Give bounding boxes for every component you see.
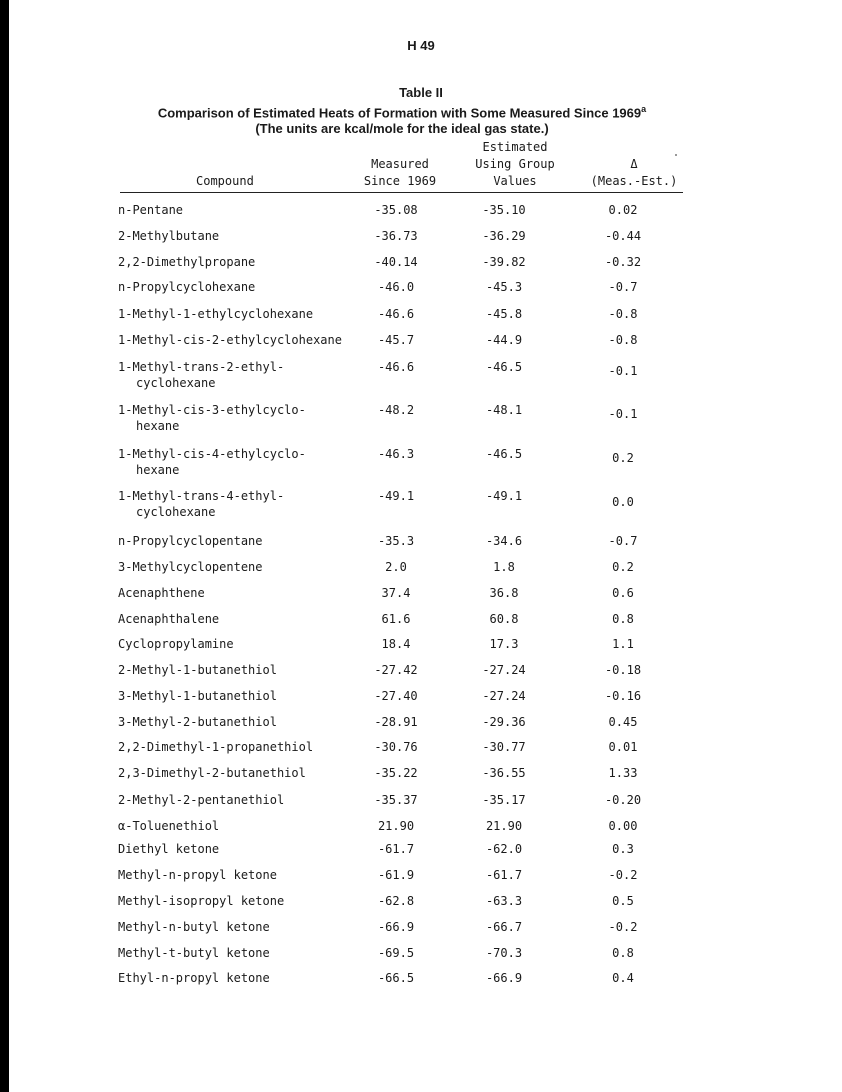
table-row	[0, 307, 842, 327]
measured-value: -27.42	[374, 663, 418, 677]
estimated-value: -29.36	[482, 715, 526, 729]
estimated-value: -35.10	[482, 203, 526, 217]
compound-name: 1-Methyl-1-ethylcyclohexane	[118, 307, 314, 321]
compound-name: 3-Methylcyclopentene	[118, 560, 263, 574]
table-row	[0, 489, 842, 525]
header-estimated-line-2: Using Group	[475, 157, 555, 171]
compound-name: 2,2-Dimethyl-1-propanethiol	[118, 740, 314, 754]
compound-name: 3-Methyl-2-butanethiol	[118, 715, 277, 729]
estimated-value: -44.9	[485, 333, 523, 347]
compound-name: Methyl-n-butyl ketone	[118, 920, 270, 934]
header-delta-label: (Meas.-Est.)	[590, 174, 678, 188]
difference-value: 0.01	[608, 740, 638, 754]
measured-value: -62.8	[377, 894, 415, 908]
compound-name-continuation: hexane	[136, 463, 180, 477]
compound-name: Methyl-isopropyl ketone	[118, 894, 285, 908]
estimated-value: -36.29	[482, 229, 526, 243]
compound-name: 2-Methyl-1-butanethiol	[118, 663, 277, 677]
estimated-value: -45.3	[485, 280, 523, 294]
header-estimated-line-1: Estimated	[482, 140, 548, 154]
difference-value: -0.16	[604, 689, 642, 703]
compound-name: 2-Methyl-2-pentanethiol	[118, 793, 285, 807]
compound-name: Diethyl ketone	[118, 842, 220, 856]
measured-value: 37.4	[381, 586, 411, 600]
difference-value: -0.7	[608, 280, 638, 294]
difference-value: -0.44	[604, 229, 642, 243]
compound-name: n-Propylcyclohexane	[118, 280, 256, 294]
table-row	[0, 793, 842, 813]
measured-value: 21.90	[377, 819, 415, 833]
estimated-value: 21.90	[485, 819, 523, 833]
table-row	[0, 819, 842, 839]
difference-value: 0.3	[612, 842, 634, 856]
difference-value: -0.2	[608, 920, 638, 934]
header-measured-line-1: Measured	[371, 157, 429, 171]
table-row	[0, 586, 842, 606]
estimated-value: -46.5	[485, 447, 523, 461]
table-row	[0, 971, 842, 991]
compound-name-continuation: hexane	[136, 419, 180, 433]
estimated-value: -34.6	[485, 534, 523, 548]
difference-value: 0.0	[612, 495, 634, 509]
difference-value: 1.33	[608, 766, 638, 780]
table-label: Table II	[399, 85, 443, 100]
estimated-value: -27.24	[482, 689, 526, 703]
estimated-value: -66.9	[485, 971, 523, 985]
estimated-value: -70.3	[485, 946, 523, 960]
compound-name: 3-Methyl-1-butanethiol	[118, 689, 277, 703]
estimated-value: 60.8	[489, 612, 519, 626]
table-row	[0, 894, 842, 914]
compound-name: 1-Methyl-trans-4-ethyl-	[118, 489, 285, 503]
estimated-value: -45.8	[485, 307, 523, 321]
table-caption-line-2: (The units are kcal/mole for the ideal gas state.)	[255, 121, 549, 136]
compound-name: 1-Methyl-cis-3-ethylcyclo-	[118, 403, 306, 417]
estimated-value: -66.7	[485, 920, 523, 934]
header-measured-line-2: Since 1969	[363, 174, 437, 188]
measured-value: -40.14	[374, 255, 418, 269]
table-row	[0, 842, 842, 862]
compound-name: Ethyl-n-propyl ketone	[118, 971, 270, 985]
compound-name: Acenaphthene	[118, 586, 205, 600]
difference-value: 0.2	[612, 451, 634, 465]
estimated-value: -30.77	[482, 740, 526, 754]
measured-value: -35.3	[377, 534, 415, 548]
measured-value: -49.1	[377, 489, 415, 503]
measured-value: -35.22	[374, 766, 418, 780]
table-row	[0, 637, 842, 657]
compound-name: 2,2-Dimethylpropane	[118, 255, 256, 269]
compound-name-continuation: cyclohexane	[136, 376, 216, 390]
page-identifier: H 49	[407, 38, 435, 53]
table-row	[0, 447, 842, 483]
compound-name: Methyl-t-butyl ketone	[118, 946, 270, 960]
difference-value: 0.00	[608, 819, 638, 833]
table-row	[0, 403, 842, 439]
compound-name-continuation: cyclohexane	[136, 505, 216, 519]
difference-value: -0.1	[608, 407, 638, 421]
compound-name: Methyl-n-propyl ketone	[118, 868, 277, 882]
header-compound: Compound	[196, 174, 254, 188]
estimated-value: -36.55	[482, 766, 526, 780]
table-caption-line-1	[2, 104, 802, 120]
table-row	[0, 715, 842, 735]
difference-value: -0.20	[604, 793, 642, 807]
table-row	[0, 946, 842, 966]
measured-value: -46.6	[377, 307, 415, 321]
measured-value: -61.7	[377, 842, 415, 856]
estimated-value: 17.3	[489, 637, 519, 651]
difference-value: 0.5	[612, 894, 634, 908]
table-row	[0, 868, 842, 888]
measured-value: -46.3	[377, 447, 415, 461]
measured-value: -48.2	[377, 403, 415, 417]
compound-name: n-Pentane	[118, 203, 184, 217]
table-row	[0, 560, 842, 580]
difference-value: -0.8	[608, 333, 638, 347]
table-row	[0, 255, 842, 275]
table-row	[0, 766, 842, 786]
difference-value: -0.8	[608, 307, 638, 321]
estimated-value: 1.8	[493, 560, 515, 574]
difference-value: 0.02	[608, 203, 638, 217]
compound-name: Acenaphthalene	[118, 612, 220, 626]
measured-value: -66.9	[377, 920, 415, 934]
compound-name: Cyclopropylamine	[118, 637, 234, 651]
measured-value: -35.37	[374, 793, 418, 807]
measured-value: -69.5	[377, 946, 415, 960]
compound-name: 2-Methylbutane	[118, 229, 220, 243]
measured-value: -28.91	[374, 715, 418, 729]
measured-value: -30.76	[374, 740, 418, 754]
estimated-value: -35.17	[482, 793, 526, 807]
table-row	[0, 534, 842, 554]
table-row	[0, 612, 842, 632]
table-row	[0, 920, 842, 940]
difference-value: 0.6	[612, 586, 634, 600]
difference-value: 0.45	[608, 715, 638, 729]
caption-footnote-marker: a	[641, 104, 647, 114]
estimated-value: -39.82	[482, 255, 526, 269]
table-row	[0, 333, 842, 353]
caption-text: Comparison of Estimated Heats of Formation with Some Measured Since 1969	[157, 105, 642, 121]
estimated-value: -61.7	[485, 868, 523, 882]
header-estimated-line-3: Values	[493, 174, 537, 188]
table-row	[0, 663, 842, 683]
difference-value: -0.32	[604, 255, 642, 269]
compound-name: 1-Methyl-trans-2-ethyl-	[118, 360, 285, 374]
compound-name: 2,3-Dimethyl-2-butanethiol	[118, 766, 306, 780]
estimated-value: -27.24	[482, 663, 526, 677]
measured-value: -27.40	[374, 689, 418, 703]
difference-value: -0.7	[608, 534, 638, 548]
measured-value: 2.0	[385, 560, 407, 574]
estimated-value: -49.1	[485, 489, 523, 503]
difference-value: -0.2	[608, 868, 638, 882]
measured-value: -61.9	[377, 868, 415, 882]
difference-value: 0.8	[612, 946, 634, 960]
table-row	[0, 280, 842, 300]
compound-name: α-Toluenethiol	[118, 819, 220, 833]
difference-value: -0.1	[608, 364, 638, 378]
measured-value: 18.4	[381, 637, 411, 651]
measured-value: -45.7	[377, 333, 415, 347]
estimated-value: -63.3	[485, 894, 523, 908]
difference-value: 1.1	[612, 637, 634, 651]
measured-value: -46.0	[377, 280, 415, 294]
header-delta-symbol: Δ	[630, 157, 638, 171]
header-rule	[120, 192, 683, 193]
difference-value: 0.8	[612, 612, 634, 626]
measured-value: -66.5	[377, 971, 415, 985]
compound-name: 1-Methyl-cis-4-ethylcyclo-	[118, 447, 306, 461]
table-row	[0, 689, 842, 709]
table-row	[0, 360, 842, 396]
scan-speck	[675, 154, 677, 156]
measured-value: -36.73	[374, 229, 418, 243]
table-row	[0, 740, 842, 760]
measured-value: -46.6	[377, 360, 415, 374]
difference-value: -0.18	[604, 663, 642, 677]
estimated-value: -46.5	[485, 360, 523, 374]
compound-name: 1-Methyl-cis-2-ethylcyclohexane	[118, 333, 342, 347]
table-row	[0, 229, 842, 249]
difference-value: 0.2	[612, 560, 634, 574]
compound-name: n-Propylcyclopentane	[118, 534, 263, 548]
estimated-value: -48.1	[485, 403, 523, 417]
estimated-value: -62.0	[485, 842, 523, 856]
estimated-value: 36.8	[489, 586, 519, 600]
measured-value: -35.08	[374, 203, 418, 217]
table-row	[0, 203, 842, 223]
difference-value: 0.4	[612, 971, 634, 985]
measured-value: 61.6	[381, 612, 411, 626]
